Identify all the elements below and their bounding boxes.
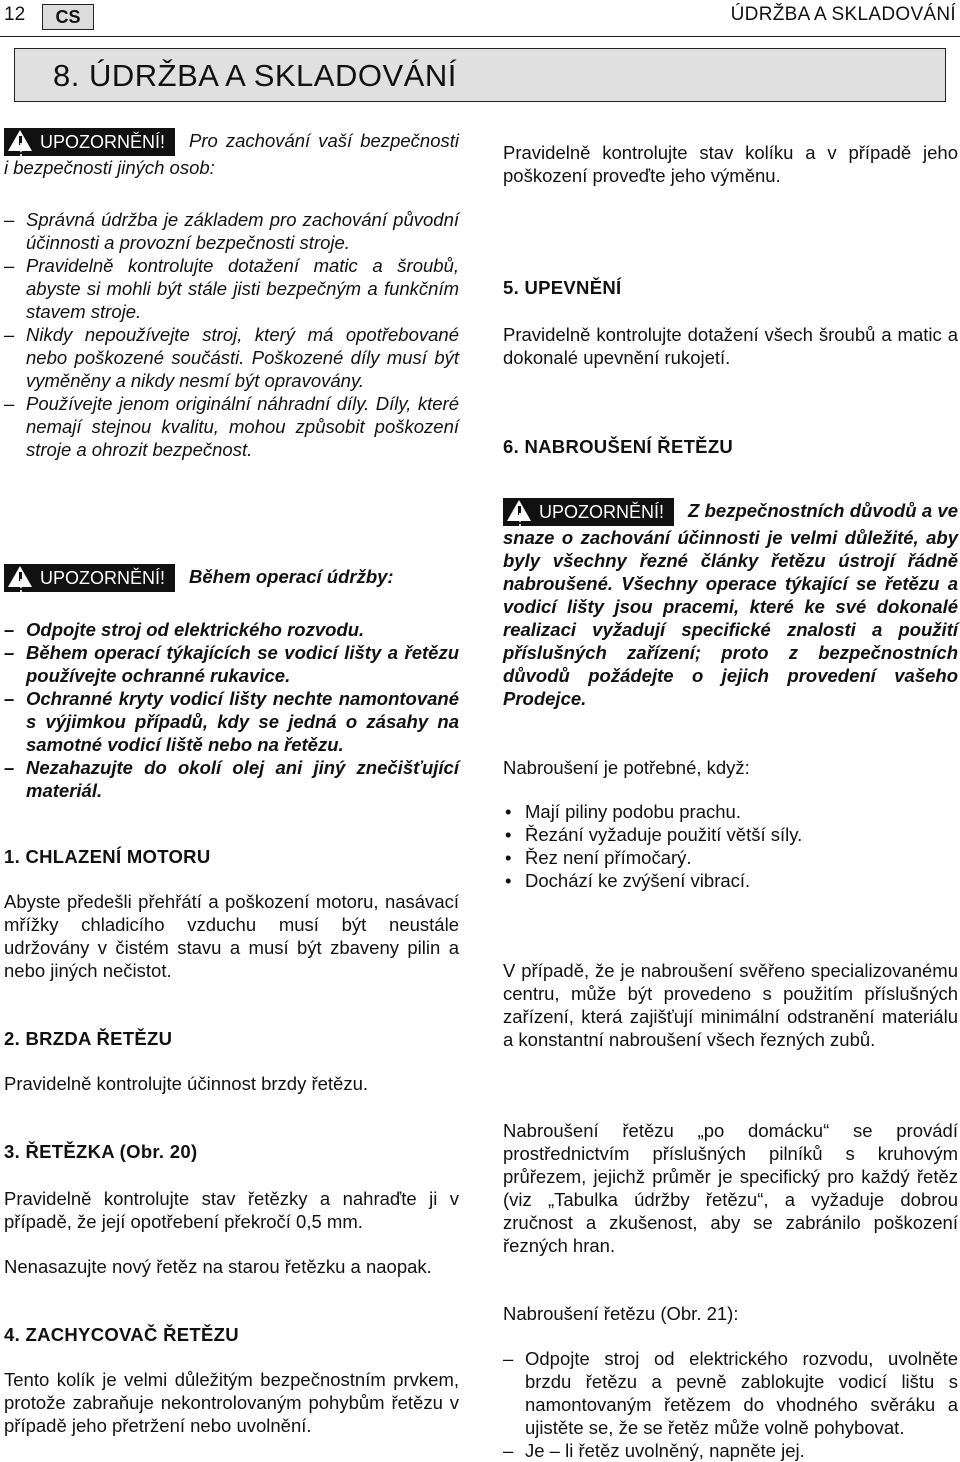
list-item: – Odpojte stroj od elektrického rozvodu. <box>4 618 459 641</box>
page-header <box>0 0 960 34</box>
list-item: – Správná údržba je základem pro zachování původní účinnosti a provozní bezpečnosti stroje. <box>4 208 459 254</box>
warning-triangle-icon: ! <box>507 500 531 521</box>
section-text: Pravidelně kontrolujte dotažení všech šroubů a matic a dokonalé upevnění rukojetí. <box>503 324 958 368</box>
warning-block-3 <box>503 498 958 710</box>
list-item: – Odpojte stroj od elektrického rozvodu, uvolněte brzdu řetězu a pevně zablokujte vodicí lištu s namontovaným řetězem do vhodného svěráku a ujistěte se, že se řetěz může volně pohybovat. <box>503 1347 958 1439</box>
list-item: – Pravidelně kontrolujte dotažení matic a šroubů, abyste si mohli být stále jisti bezpečným a funkčním stavem stroje. <box>4 254 459 323</box>
page-number: 12 <box>4 4 26 25</box>
warning-list-2 <box>4 618 459 802</box>
list-item: – Ochranné kryty vodicí lišty nechte namontované s výjimkou případů, kdy se jedná o zásahy na samotné vodicí liště nebo na řetězu. <box>4 687 459 756</box>
section-text: Tento kolík je velmi důležitým bezpečnostním prvkem, protože zabraňuje nekontrolovaným pohybům řetězu v případě jeho přetržení nebo uvolnění. <box>4 1369 459 1436</box>
warning-triangle-icon: ! <box>8 566 32 587</box>
list-item: • Dochází ke zvýšení vibrací. <box>503 869 958 892</box>
section-text: Pravidelně kontrolujte stav řetězky a nahraďte ji v případě, že její opotřebení překročí 0,5 mm. <box>4 1188 459 1232</box>
warning-badge <box>4 564 175 596</box>
warning-label: UPOZORNĚNÍ! <box>40 568 166 588</box>
section-heading: 3. ŘETĚZKA (Obr. 20) <box>4 1141 198 1162</box>
section-heading: 6. NABROUŠENÍ ŘETĚZU <box>503 436 734 457</box>
bullet-list <box>503 800 958 892</box>
section-text: Nabroušení řetězu (Obr. 21): <box>503 1303 739 1324</box>
chapter-title: 8. ÚDRŽBA A SKLADOVÁNÍ <box>53 58 457 93</box>
warning-intro: Pro zachování vaší bezpečnosti i bezpečnosti jiných osob: <box>4 129 459 178</box>
list-item: – Nikdy nepoužívejte stroj, který má opotřebované nebo poškozené součásti. Poškozené díly musí být vyměněny a nikdy nesmí být opravovány. <box>4 323 459 392</box>
list-item: – Používejte jenom originální náhradní díly. Díly, které nemají stejnou kvalitu, mohou způsobit poškození stroje a ohrozit bezpečnost. <box>4 392 459 461</box>
section-heading: 4. ZACHYCOVAČ ŘETĚZU <box>4 1324 239 1345</box>
section-text: Abyste předešli přehřátí a poškození motoru, nasávací mřížky chladicího vzduchu musí být neustále udržovány v čistém stavu a musí být zbaveny pilin a nebo jiných nečistot. <box>4 891 459 981</box>
section-text: Nenasazujte nový řetěz na starou řetězku a naopak. <box>4 1256 432 1277</box>
warning-label: UPOZORNĚNÍ! <box>40 132 166 152</box>
chapter-title-box <box>14 48 946 102</box>
section-text: V případě, že je nabroušení svěřeno specializovanému centru, může být provedeno s použitím příslušných zařízení, která zajišťují minimální odstranění materiálu a konstantní nabroušení všech řezných zubů. <box>503 960 958 1050</box>
warning-badge <box>4 128 175 160</box>
list-item: – Během operací týkajících se vodicí lišty a řetězu používejte ochranné rukavice. <box>4 641 459 687</box>
warning-badge <box>503 498 674 530</box>
warning-intro: Během operací údržby: <box>189 565 394 587</box>
warning-block-1 <box>4 128 459 179</box>
warning-text: Z bezpečnostních důvodů a ve snaze o zachování účinnosti je velmi důležité, aby byly všechny řezné články řetězu ústrojí řádně nabroušené. Všechny operace týkající se řetězu a vodicí lišty jsou pracemi, které ke své dokonalé realizaci vyžadují specifické znalosti a použití příslušných zařízení; proto z bezpečnostních důvodů požádejte o jejich provedení vašeho Prodejce. <box>503 499 958 709</box>
header-title: ÚDRŽBA A SKLADOVÁNÍ <box>730 4 956 25</box>
section-text: Nabroušení je potřebné, když: <box>503 757 750 778</box>
instruction-list <box>503 1347 958 1462</box>
section-text: Pravidelně kontrolujte stav kolíku a v případě jeho poškození proveďte jeho výměnu. <box>503 142 958 186</box>
warning-label: UPOZORNĚNÍ! <box>539 502 665 522</box>
section-heading: 5. UPEVNĚNÍ <box>503 277 622 298</box>
section-text: Nabroušení řetězu „po domácku“ se provádí prostřednictvím příslušných pilníků s kruhovým průřezem, jejichž průměr je specifický pro každý řetěz (viz „Tabulka údržby řetězu“, a vyžaduje dobrou zručnost a zkušenost, aby se zabránilo poškození řezných hran. <box>503 1120 958 1256</box>
warning-list-1 <box>4 208 459 461</box>
list-item: – Je – li řetěz uvolněný, napněte jej. <box>503 1439 958 1462</box>
section-heading: 1. CHLAZENÍ MOTORU <box>4 846 211 867</box>
section-heading: 2. BRZDA ŘETĚZU <box>4 1028 173 1049</box>
warning-block-2 <box>4 564 459 596</box>
list-item: • Mají piliny podobu prachu. <box>503 800 958 823</box>
list-item: – Nezahazujte do okolí olej ani jiný znečišťující materiál. <box>4 756 459 802</box>
list-item: • Řez není přímočarý. <box>503 846 958 869</box>
list-item: • Řezání vyžaduje použití větší síly. <box>503 823 958 846</box>
warning-triangle-icon: ! <box>8 130 32 151</box>
language-badge: CS <box>42 4 94 30</box>
section-text: Pravidelně kontrolujte účinnost brzdy řetězu. <box>4 1073 369 1094</box>
header-divider <box>0 36 960 37</box>
